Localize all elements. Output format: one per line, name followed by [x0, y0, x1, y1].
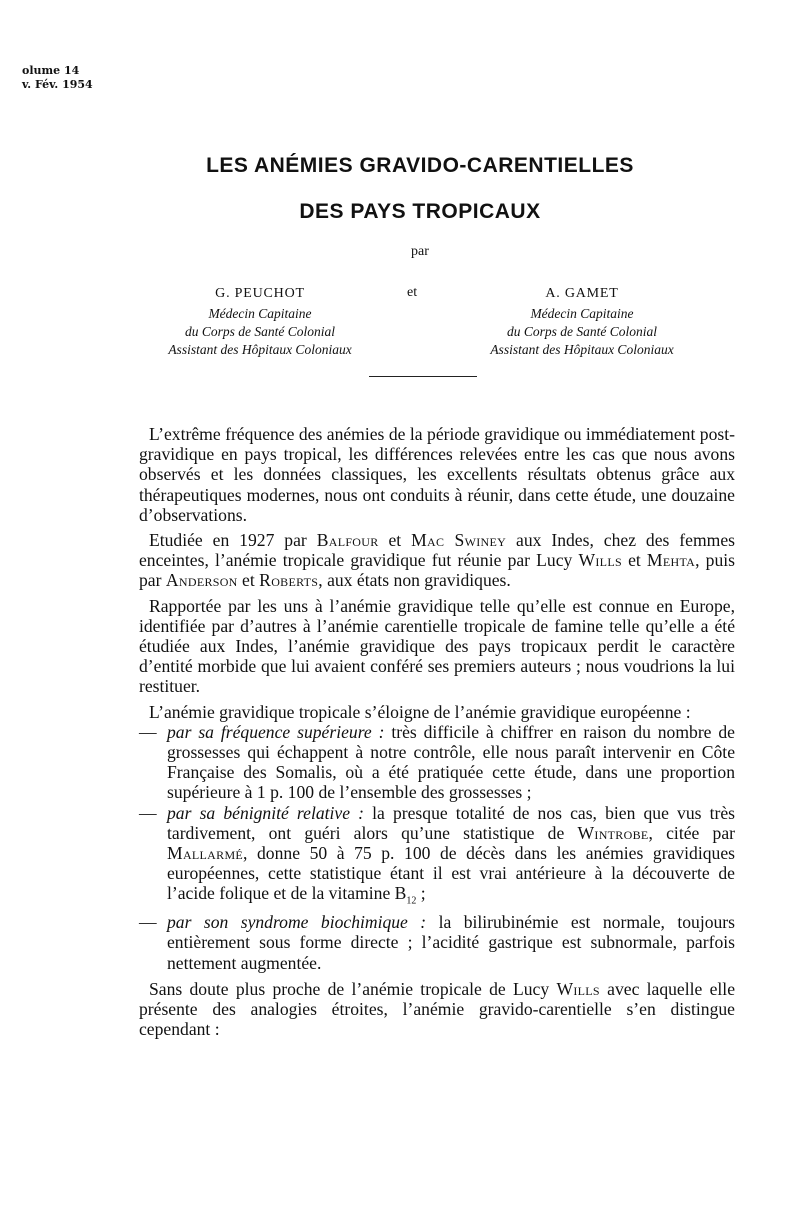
author-2-role-3: Assistant des Hôpitaux Coloniaux	[490, 342, 674, 357]
list-item-lead: par son syndrome biochimique :	[167, 912, 427, 933]
author-ref-balfour: Balfour	[316, 530, 379, 551]
author-1-role-3: Assistant des Hôpitaux Coloniaux	[168, 342, 352, 357]
p2-text-d: et	[621, 550, 647, 571]
author-ref-wintrobe: Wintrobe	[577, 822, 649, 843]
list-item	[139, 912, 735, 973]
list-item-lead: par sa bénignité relative :	[167, 802, 365, 823]
p2-text-a: Etudiée en 1927 par	[149, 530, 317, 551]
paragraph-5	[139, 979, 735, 1040]
byline-par: par	[411, 244, 429, 259]
list-item-text-d: ;	[416, 883, 426, 904]
author-1-role-2: du Corps de Santé Colonial	[184, 324, 335, 339]
paragraph-3: Rapportée par les uns à l’anémie gravidique telle qu’elle est connue en Europe, identifiée par d’autres à l’anémie carentielle tropicale de famine telle qu’elle a été étudiée aux Indes, l’anémie gravidique des pays tropicaux perdit le caractère d’entité morbide que lui avaient conféré ses premiers auteurs ; nous voudrions la lui restituer.	[139, 595, 735, 697]
author-2	[432, 285, 732, 359]
p2-text-e: , puis par	[139, 550, 735, 591]
p2-text-b: et	[378, 530, 412, 551]
author-2-role-1: Médecin Capitaine	[530, 306, 634, 321]
author-ref-wills: Wills	[578, 550, 622, 571]
byline-et: et	[407, 285, 418, 300]
vitamin-subscript: 12	[406, 895, 417, 907]
list-dash: —	[139, 912, 157, 933]
author-ref-anderson: Anderson	[165, 570, 238, 591]
list-item	[139, 722, 735, 803]
paragraph-4: L’anémie gravidique tropicale s’éloigne de l’anémie gravidique européenne :	[149, 701, 691, 722]
list-item-text-c: , donne 50 à 75 p. 100 de décès dans les anémies gravidiques européennes, cette statistique étant il est vrai antérieure à la découverte de l’acide folique et de la vitamine B	[167, 843, 735, 904]
list-item-text-a: la presque totalité de nos cas, bien que vus très tardivement, ont guéri alors qu’une statistique de	[167, 802, 736, 843]
p2-text-f: et	[237, 570, 260, 591]
title-divider	[369, 376, 477, 377]
paragraph-2	[139, 530, 735, 591]
list-item	[139, 803, 735, 913]
p2-text-c: aux Indes, chez des femmes enceintes, l’anémie tropicale gravidique fut réunie par Lucy	[139, 530, 735, 571]
author-ref-mehta: Mehta	[646, 550, 696, 571]
article-body	[139, 424, 735, 1044]
list-item-lead: par sa fréquence supérieure :	[167, 721, 385, 742]
volume-reference	[22, 64, 93, 92]
list-dash: —	[139, 721, 157, 742]
paragraph-1: L’extrême fréquence des anémies de la période gravidique ou immédiatement post-gravidique en pays tropical, les différences relevées entre les cas que nous avons observés et les données classiques, les excellents résultats obtenus grâce aux thérapeutiques modernes, nous ont conduits à réunir, dans cette étude, une douzaine d’observations.	[139, 424, 735, 525]
criteria-list	[139, 722, 735, 973]
p5-text-a: Sans doute plus proche de l’anémie tropicale de Lucy	[149, 978, 557, 999]
issue-date: v. Fév. 1954	[22, 78, 93, 91]
p5-text-b: avec laquelle elle présente des analogies étroites, l’anémie gravido-carentielle s’en distingue cependant :	[139, 978, 735, 1040]
list-item-text-b: , citée par	[648, 822, 735, 843]
volume-number: olume 14	[22, 64, 80, 77]
list-item-text: la bilirubinémie est normale, toujours entièrement sous forme directe ; l’acidité gastrique est subnormale, parfois nettement augmentée.	[167, 912, 736, 973]
author-1-role-1: Médecin Capitaine	[208, 306, 312, 321]
author-ref-mac-swiney: Mac Swiney	[411, 530, 507, 551]
author-ref-wills-2: Wills	[556, 978, 600, 999]
list-dash: —	[139, 802, 157, 823]
author-ref-mallarme: Mallarmé	[167, 843, 244, 864]
author-2-role-2: du Corps de Santé Colonial	[506, 324, 657, 339]
article-title-line-1: LES ANÉMIES GRAVIDO-CARENTIELLES	[206, 154, 634, 177]
article-title-line-2: DES PAYS TROPICAUX	[299, 200, 541, 223]
p2-text-g: , aux états non gravidiques.	[318, 570, 511, 591]
author-2-name: A. GAMET	[545, 286, 619, 301]
author-1-name: G. PEUCHOT	[215, 286, 305, 301]
list-item-text: très difficile à chiffrer en raison du nombre de grossesses qui échappent à notre contrôle, elle nous paraît intervenir en Côte Française des Somalis, où a été pratiquée cette étude, dans une proportion supérieure à 1 p. 100 de l’ensemble des grossesses ;	[167, 721, 735, 803]
author-1	[110, 285, 410, 359]
author-ref-roberts: Roberts	[259, 570, 319, 591]
